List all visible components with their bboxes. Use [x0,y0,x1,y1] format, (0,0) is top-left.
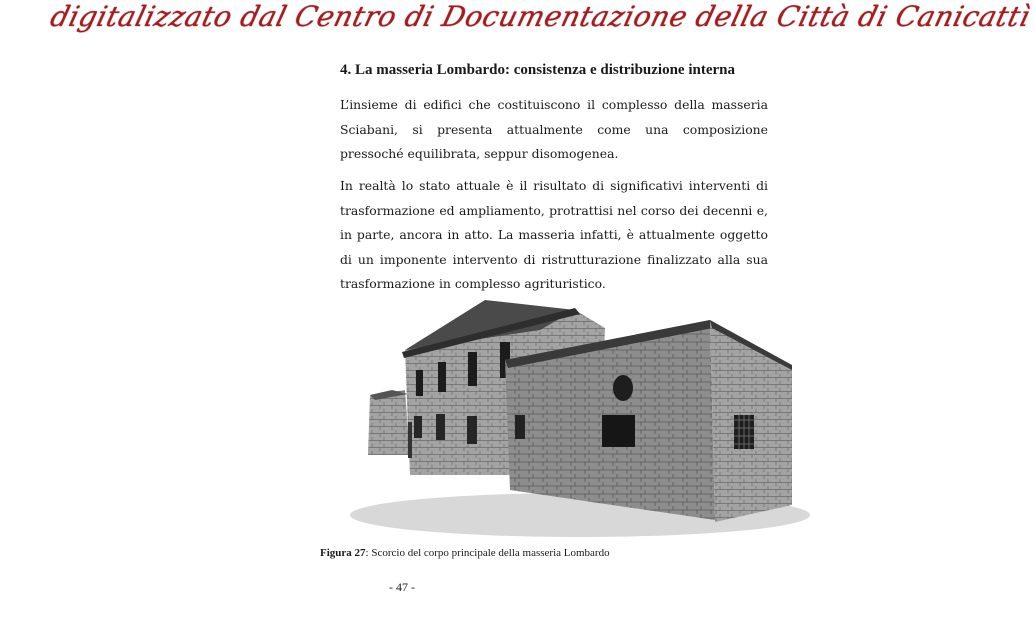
figure-label: Figura 27 [320,547,366,559]
page-number: - 47 - [389,580,415,594]
masseria-photo [330,290,795,540]
digitization-watermark: digitalizzato dal Centro di Documentazione della Città di Canicattì [47,0,1034,33]
section-heading: 4. La masseria Lombardo: consistenza e distribuzione interna [340,62,735,78]
figure-caption [320,547,740,559]
figure-caption-text: : Scorcio del corpo principale della masseria Lombardo [365,547,610,559]
body-paragraph-1: L’insieme di edifici che costituiscono il complesso della masseria Sciabani, si presenta attualmente come una composizione pressoché equilibrata, seppur disomogenea. [340,97,768,161]
body-paragraph-2: In realtà lo stato attuale è il risultato di significativi interventi di trasformazione ed ampliamento, protrattisi nel corso dei decenni e, in parte, ancora in atto. La masseria infatti, è attualmente oggetto di un imponente intervento di ristrutturazione finalizzato alla sua trasformazione in complesso agrituristico. [340,178,768,291]
